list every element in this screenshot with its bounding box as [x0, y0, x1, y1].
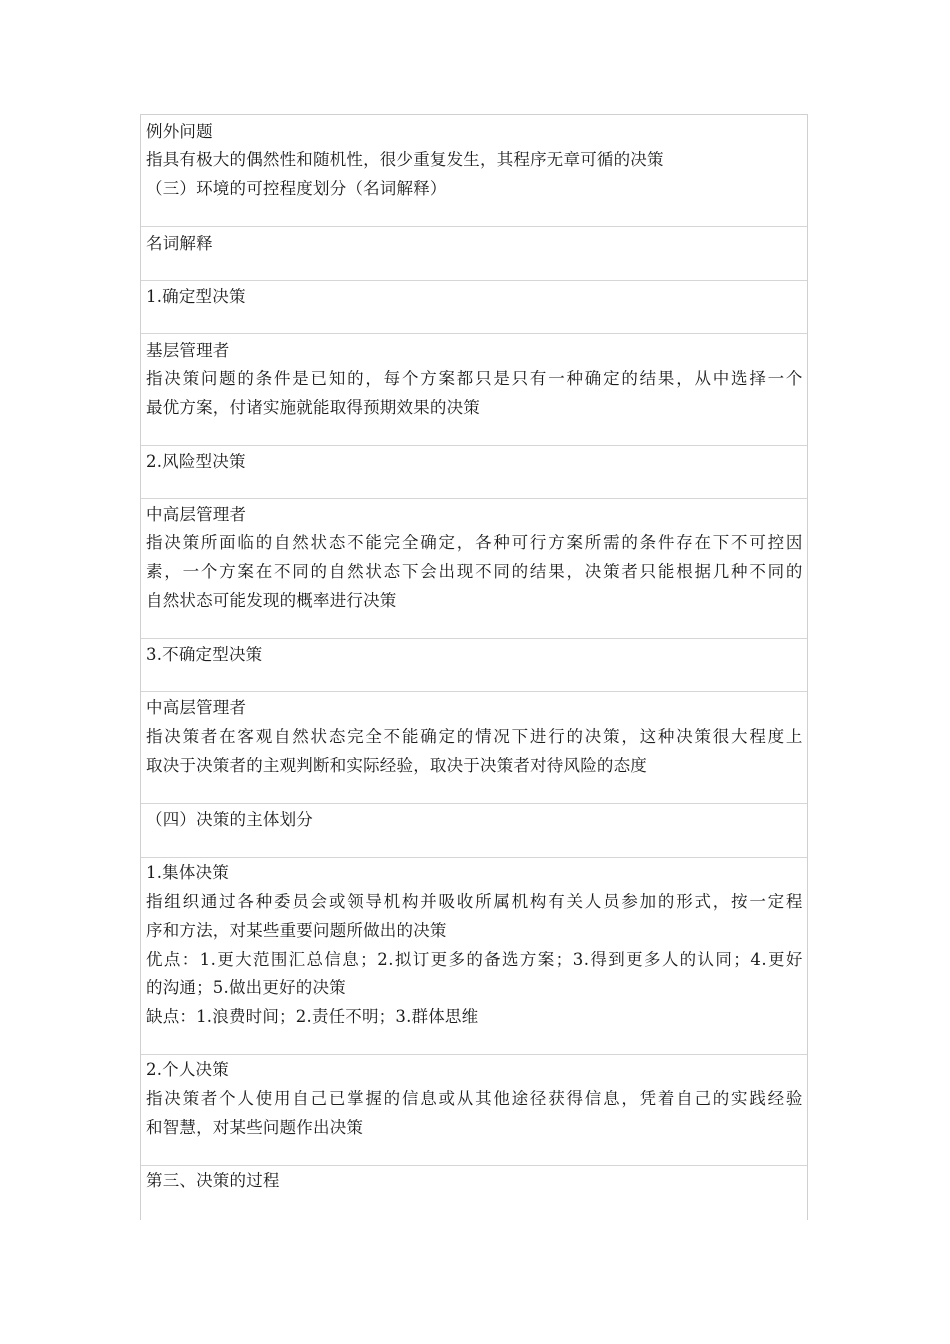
table-row: [141, 227, 807, 281]
row-text: 优点：1.更大范围汇总信息；2.拟订更多的备选方案；3.得到更多人的认同；4.更好: [146, 950, 803, 969]
table-row: [141, 1166, 807, 1221]
row-heading: 基层管理者: [146, 341, 230, 360]
table-row: [141, 639, 807, 692]
row-text: （三）环境的可控程度划分（名词解释）: [146, 179, 447, 198]
row-text: 指组织通过各种委员会或领导机构并吸收所属机构有关人员参加的形式，按一定程: [146, 892, 803, 911]
table-row: [141, 499, 807, 639]
row-heading: 名词解释: [146, 234, 213, 253]
row-text: 缺点：1.浪费时间；2.责任不明；3.群体思维: [146, 1007, 479, 1026]
row-heading: 第三、决策的过程: [146, 1171, 280, 1190]
row-heading: 中高层管理者: [146, 505, 247, 524]
row-heading: 2.风险型决策: [146, 452, 246, 471]
row-heading: 1.集体决策: [146, 863, 229, 882]
document-table: [140, 114, 808, 1220]
table-row: [141, 281, 807, 334]
table-row: [141, 446, 807, 499]
row-heading: 2.个人决策: [146, 1060, 229, 1079]
row-text: 和智慧，对某些问题作出决策: [146, 1118, 364, 1137]
row-text: 指决策问题的条件是已知的，每个方案都只是只有一种确定的结果，从中选择一个: [146, 369, 803, 388]
table-row: [141, 692, 807, 804]
row-text: 序和方法，对某些重要问题所做出的决策: [146, 921, 447, 940]
row-heading: 1.确定型决策: [146, 287, 246, 306]
table-row: [141, 334, 807, 446]
row-heading: （四）决策的主体划分: [146, 810, 313, 829]
row-text: 素，一个方案在不同的自然状态下会出现不同的结果，决策者只能根据几种不同的: [146, 562, 803, 581]
table-row: [141, 115, 807, 227]
table-row: [141, 858, 807, 1055]
row-heading: 中高层管理者: [146, 698, 247, 717]
row-text: 最优方案，付诸实施就能取得预期效果的决策: [146, 398, 480, 417]
row-text: 自然状态可能发现的概率进行决策: [146, 591, 397, 610]
table-row: [141, 1055, 807, 1166]
row-text: 取决于决策者的主观判断和实际经验，取决于决策者对待风险的态度: [146, 756, 647, 775]
row-heading: 3.不确定型决策: [146, 645, 263, 664]
row-heading: 例外问题: [146, 122, 213, 141]
table-row: [141, 804, 807, 858]
row-text: 的沟通；5.做出更好的决策: [146, 978, 346, 997]
row-text: 指决策者在客观自然状态完全不能确定的情况下进行的决策，这种决策很大程度上: [146, 727, 803, 746]
row-text: 指决策者个人使用自己已掌握的信息或从其他途径获得信息，凭着自己的实践经验: [146, 1089, 803, 1108]
row-text: 指具有极大的偶然性和随机性，很少重复发生，其程序无章可循的决策: [146, 150, 664, 169]
row-text: 指决策所面临的自然状态不能完全确定，各种可行方案所需的条件存在下不可控因: [146, 533, 803, 552]
